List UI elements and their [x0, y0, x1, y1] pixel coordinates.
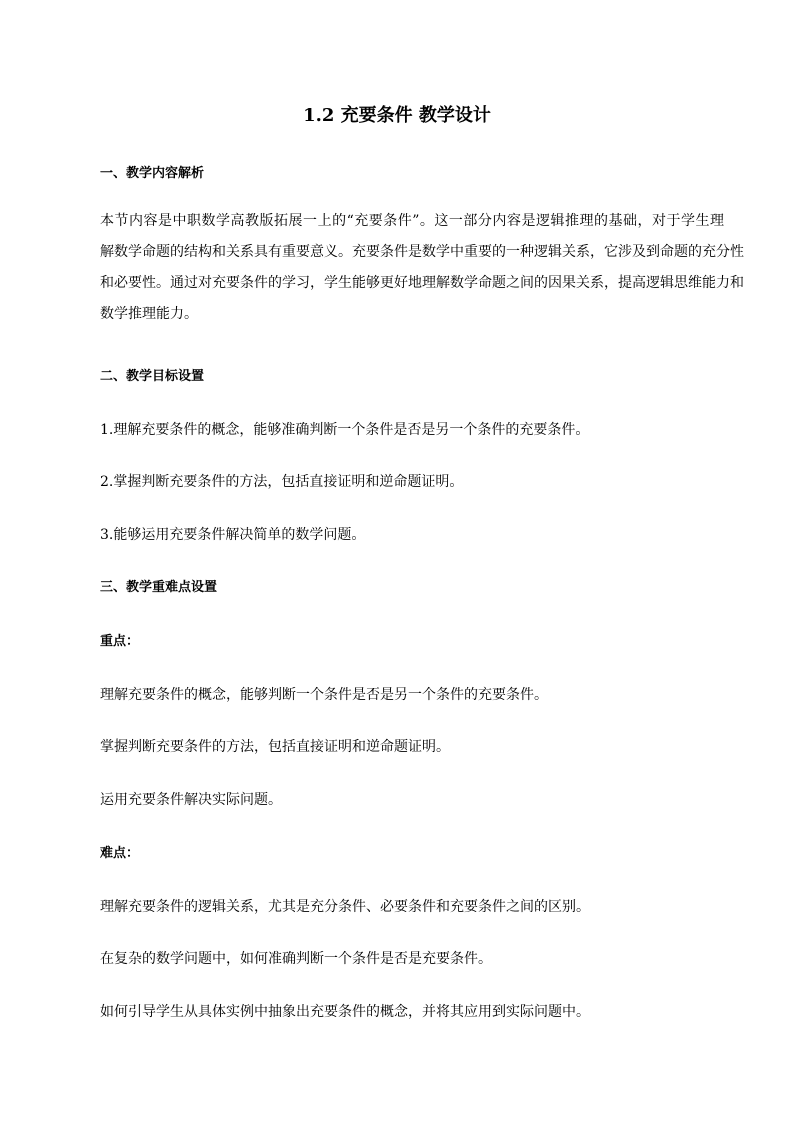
goal-item: 1.理解充要条件的概念，能够准确判断一个条件是否是另一个条件的充要条件。 — [100, 422, 590, 438]
paragraph-line: 数学推理能力。 — [100, 306, 198, 322]
difficult-points-label: 难点： — [100, 846, 140, 861]
paragraph-line: 解数学命题的结构和关系具有重要意义。充要条件是数学中重要的一种逻辑关系，它涉及到命题的充分性 — [100, 244, 744, 260]
difficult-point-item: 如何引导学生从具体实例中抽象出充要条件的概念，并将其应用到实际问题中。 — [100, 1004, 590, 1020]
difficult-point-item: 在复杂的数学问题中，如何准确判断一个条件是否是充要条件。 — [100, 951, 492, 967]
content-analysis-paragraph — [100, 211, 744, 335]
key-point-item: 运用充要条件解决实际问题。 — [100, 792, 282, 808]
key-point-item: 掌握判断充要条件的方法，包括直接证明和逆命题证明。 — [100, 739, 450, 755]
document-title: 1.2 充要条件 教学设计 — [303, 105, 491, 126]
paragraph-line: 本节内容是中职数学高教版拓展一上的“充要条件”。这一部分内容是逻辑推理的基础，对于学生理 — [100, 213, 724, 229]
section-heading-teaching-goals: 二、教学目标设置 — [100, 369, 205, 384]
difficult-point-item: 理解充要条件的逻辑关系，尤其是充分条件、必要条件和充要条件之间的区别。 — [100, 899, 590, 915]
paragraph-line: 和必要性。通过对充要条件的学习，学生能够更好地理解数学命题之间的因果关系，提高逻辑思维能力和 — [100, 275, 744, 291]
goal-item: 2.掌握判断充要条件的方法，包括直接证明和逆命题证明。 — [100, 474, 464, 490]
key-points-label: 重点： — [100, 634, 140, 649]
section-heading-content-analysis: 一、教学内容解析 — [100, 166, 205, 181]
section-heading-key-difficult-points: 三、教学重难点设置 — [100, 580, 218, 595]
goal-item: 3.能够运用充要条件解决简单的数学问题。 — [100, 527, 366, 543]
key-point-item: 理解充要条件的概念，能够判断一个条件是否是另一个条件的充要条件。 — [100, 687, 548, 703]
